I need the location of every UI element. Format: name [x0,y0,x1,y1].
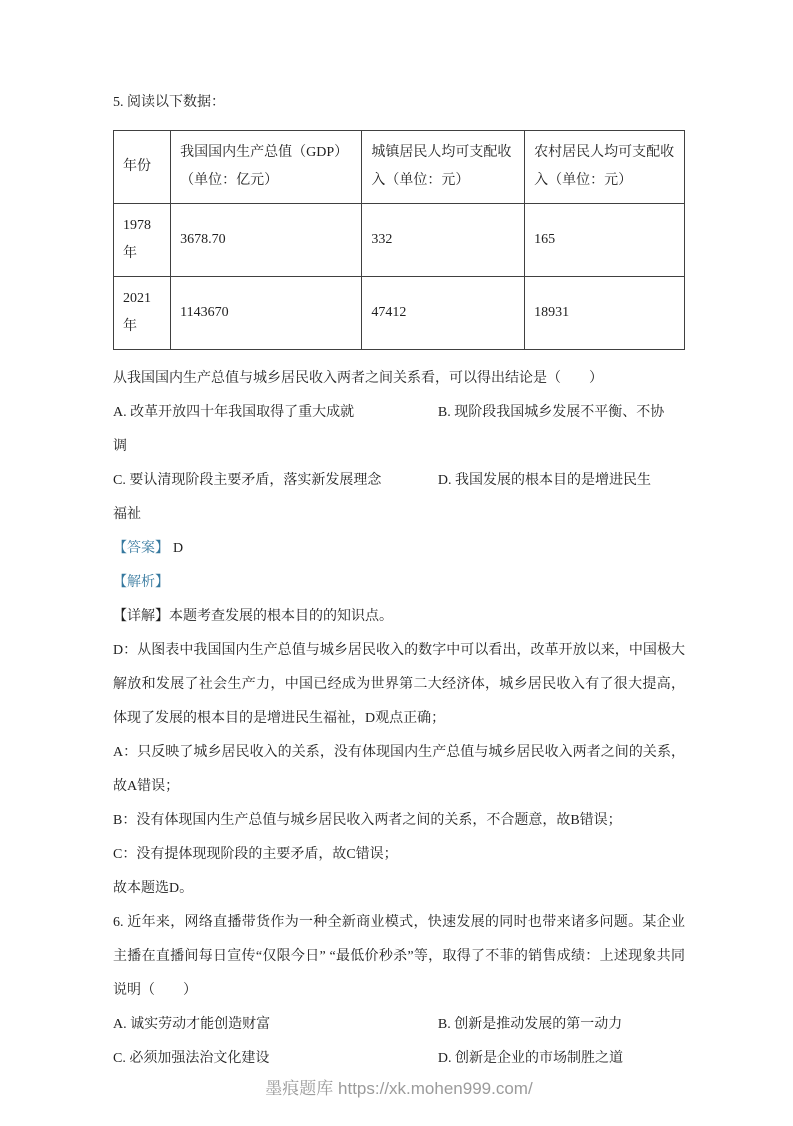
q5-stem: 从我国国内生产总值与城乡居民收入两者之间关系看，可以得出结论是（ ） [113,371,603,386]
q5-conclusion: 故本题选D。 [113,881,194,896]
cell-gdp-1978: 3678.70 [171,204,362,277]
answer-value: D [173,541,184,556]
q5-option-d-continuation: 福祉 [113,507,141,522]
table-row [114,204,685,277]
q6-stem: 6. 近年来，网络直播带货作为一种全新商业模式，快速发展的同时也带来诸多问题。某企业主播在直播间每日宣传“仅限今日” “最低价秒杀”等，取得了不菲的销售成绩：上述现象共同说明（ ） [113,915,685,998]
cell-urban-2021: 47412 [362,277,525,350]
q5-option-b: B. 现阶段我国城乡发展不平衡、不协 [437,405,665,420]
q5-option-row-cd [113,464,685,498]
detail-label: 【详解】 [113,609,169,624]
q5-explanation-a: A：只反映了城乡居民收入的关系，没有体现国内生产总值与城乡居民收入两者之间的关系，故A错误； [113,745,685,794]
q5-option-b-continuation: 调 [113,439,127,454]
table-header-urban: 城镇居民人均可支配收入（单位：元） [362,131,525,204]
q5-option-a: A. 改革开放四十年我国取得了重大成就 [113,405,355,420]
q5-answer-line [113,532,685,566]
q5-explanation-c: C：没有提体现现阶段的主要矛盾，故C错误； [113,847,398,862]
q5-detail-line [113,600,685,634]
q6-option-a: A. 诚实劳动才能创造财富 [113,1017,271,1032]
q5-title: 5. 阅读以下数据： [113,95,225,110]
answer-label: 【答案】 [113,541,169,556]
site-watermark-link[interactable]: 墨痕题库 https://xk.mohen999.com/ [265,1079,533,1098]
cell-rural-2021: 18931 [525,277,685,350]
table-header-row [114,131,685,204]
q6-option-c: C. 必须加强法治文化建设 [113,1051,270,1066]
cell-gdp-2021: 1143670 [171,277,362,350]
cell-year-2021: 2021年 [114,277,171,350]
table-header-rural: 农村居民人均可支配收入（单位：元） [525,131,685,204]
q6-option-row-cd [113,1042,685,1076]
table-header-year: 年份 [114,131,171,204]
q6-option-d: D. 创新是企业的市场制胜之道 [437,1051,624,1066]
q5-explanation-d: D：从图表中我国国内生产总值与城乡居民收入的数字中可以看出，改革开放以来，中国极大解放和发展了社会生产力，中国已经成为世界第二大经济体，城乡居民收入有了很大提高，体现了发展的根本目的是增进民生福祉，D观点正确； [113,643,685,726]
cell-rural-1978: 165 [525,204,685,277]
q5-analysis-line [113,566,685,600]
q5-option-d: D. 我国发展的根本目的是增进民生 [437,473,652,488]
q5-explanation-b: B：没有体现国内生产总值与城乡居民收入两者之间的关系，不合题意，故B错误； [113,813,622,828]
q5-data-table [113,130,685,350]
table-header-gdp: 我国国内生产总值（GDP）（单位：亿元） [171,131,362,204]
document-content [113,86,685,1076]
q5-option-c: C. 要认清现阶段主要矛盾，落实新发展理念 [113,473,382,488]
watermark-footer [113,1076,685,1112]
table-row [114,277,685,350]
q6-option-row-ab [113,1008,685,1042]
analysis-label: 【解析】 [113,575,169,590]
detail-intro: 本题考查发展的根本目的的知识点。 [169,609,393,624]
cell-urban-1978: 332 [362,204,525,277]
cell-year-1978: 1978年 [114,204,171,277]
q6-option-b: B. 创新是推动发展的第一动力 [437,1017,623,1032]
q5-option-row-ab [113,396,685,430]
